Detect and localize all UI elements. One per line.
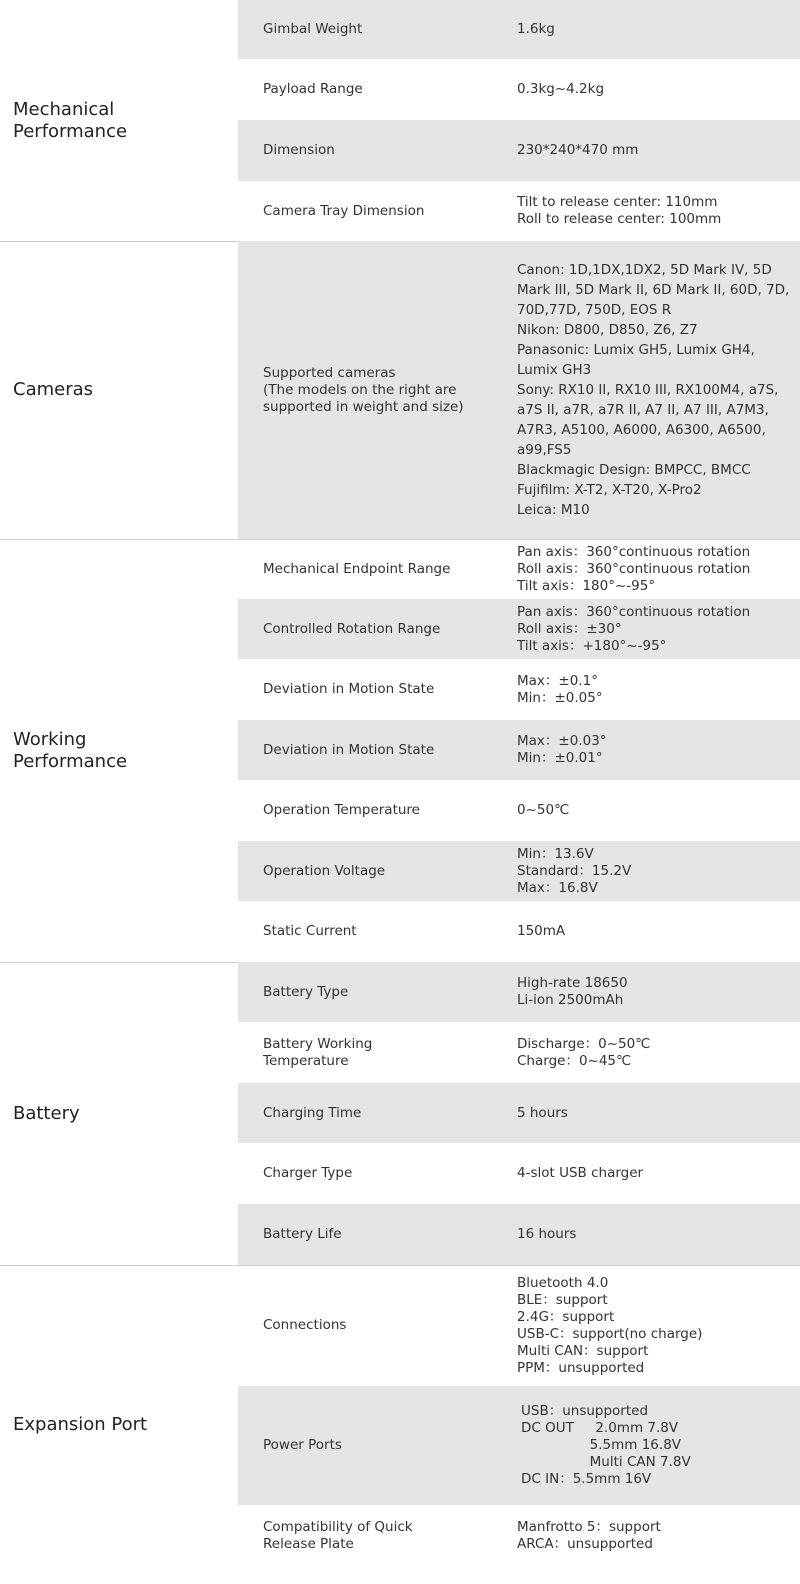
- spec-label: Battery Type: [263, 983, 349, 1000]
- section-expansion-port: [0, 1265, 800, 1584]
- spec-row-deviation-motion-1: [238, 659, 800, 720]
- spec-value: Max：±0.03° Min：±0.01°: [517, 733, 607, 766]
- spec-label: Connections: [263, 1317, 347, 1333]
- spec-row-battery-type: [238, 962, 800, 1022]
- spec-label: Operation Voltage: [263, 862, 386, 879]
- spec-label: Charging Time: [263, 1104, 362, 1121]
- spec-value: USB：unsupported DC OUT 2.0mm 7.8V 5.5mm 16.8V Multi CAN 7.8V DC IN：5.5mm 16V: [521, 1403, 691, 1487]
- spec-value: 150mA: [517, 923, 566, 939]
- spec-row-battery-life: [238, 1204, 800, 1265]
- section-working-performance: [0, 539, 800, 962]
- spec-value: Max：±0.1° Min：±0.05°: [517, 672, 603, 706]
- spec-value: Tilt to release center: 110mm Roll to release center: 100mm: [517, 194, 722, 227]
- spec-row-operation-voltage: [238, 841, 800, 901]
- spec-value: 0~50℃: [517, 802, 570, 818]
- spec-value: 230*240*470 mm: [517, 142, 639, 158]
- spec-row-supported-cameras: [238, 241, 800, 539]
- spec-value: Pan axis：360°continuous rotation Roll axis：±30° Tilt axis：+180°~-95°: [517, 603, 751, 654]
- spec-row-payload-range: [238, 59, 800, 120]
- spec-label: Operation Temperature: [263, 802, 420, 818]
- spec-value: Min：13.6V Standard：15.2V Max：16.8V: [517, 845, 632, 896]
- spec-value: 4-slot USB charger: [517, 1165, 644, 1181]
- spec-label: Dimension: [263, 142, 335, 158]
- spec-label: Deviation in Motion State: [263, 681, 435, 697]
- spec-value: High-rate 18650 Li-ion 2500mAh: [517, 975, 628, 1008]
- spec-row-deviation-motion-2: [238, 720, 800, 780]
- spec-row-charging-time: [238, 1083, 800, 1143]
- spec-label: Controlled Rotation Range: [263, 620, 441, 637]
- spec-label: Gimbal Weight: [263, 21, 363, 37]
- spec-value: 16 hours: [517, 1226, 577, 1242]
- section-cameras: [0, 241, 800, 539]
- section-title: Cameras: [13, 379, 94, 400]
- spec-value: Bluetooth 4.0 BLE：support 2.4G：support USB-C：support(no charge) Multi CAN：support PPM：unsupported: [517, 1274, 703, 1376]
- spec-row-operation-temperature: [238, 780, 800, 841]
- spec-value: 0.3kg~4.2kg: [517, 81, 605, 97]
- spec-row-mechanical-endpoint-range: [238, 539, 800, 599]
- spec-label: Charger Type: [263, 1165, 353, 1181]
- spec-value: Pan axis：360°continuous rotation Roll axis：360°continuous rotation Tilt axis：180°~-95°: [517, 543, 751, 594]
- spec-value: Canon: 1D,1DX,1DX2, 5D Mark IV, 5D Mark III, 5D Mark II, 6D Mark II, 60D, 7D, 70D,77D, 750D, EOS R Nikon: D800, D850, Z6, Z7 Panasonic: Lumix GH5, Lumix GH4, Lumix GH3 Sony: RX10 II, RX10 III, RX100M4, a7S, a7S II, a7R, a7R II, A7 II, A7 III, A7M3, A7R3, A5100, A6000, A6300, A6500, a99,FS5 Blackmagic Design: BMPCC, BMCC Fujifilm: X-T2, X-T20, X-Pro2 Leica: M10: [517, 262, 790, 518]
- spec-row-connections: [238, 1265, 800, 1386]
- section-title: Mechanical Performance: [13, 98, 128, 142]
- spec-row-static-current: [238, 901, 800, 962]
- spec-label: Payload Range: [263, 81, 363, 97]
- section-title: Battery: [13, 1102, 80, 1124]
- spec-label: Battery Working Temperature: [263, 1035, 373, 1069]
- section-title: Expansion Port: [13, 1413, 148, 1435]
- spec-value: 1.6kg: [517, 21, 555, 37]
- spec-value: Manfrotto 5：support ARCA：unsupported: [517, 1518, 661, 1552]
- spec-row-battery-working-temperature: [238, 1022, 800, 1083]
- spec-value: Discharge：0~50℃ Charge：0~45℃: [517, 1035, 651, 1069]
- section-battery: [0, 962, 800, 1265]
- spec-label: Deviation in Motion State: [263, 741, 435, 758]
- spec-row-camera-tray-dimension: [238, 181, 800, 241]
- spec-row-charger-type: [238, 1143, 800, 1204]
- spec-label: Supported cameras (The models on the right are supported in weight and size): [263, 364, 464, 415]
- spec-label: Power Ports: [263, 1437, 342, 1453]
- section-title: Working Performance: [13, 728, 128, 772]
- spec-label: Camera Tray Dimension: [263, 202, 425, 219]
- spec-row-gimbal-weight: [238, 0, 800, 59]
- spec-row-quick-release-compatibility: [238, 1505, 800, 1566]
- spec-label: Compatibility of Quick Release Plate: [263, 1518, 413, 1552]
- spec-row-power-ports: [238, 1386, 800, 1505]
- section-mechanical-performance: [0, 0, 800, 241]
- spec-label: Static Current: [263, 923, 357, 939]
- spec-row-dimension: [238, 120, 800, 181]
- spec-label: Mechanical Endpoint Range: [263, 560, 451, 577]
- spec-row-controlled-rotation-range: [238, 599, 800, 659]
- spec-value: 5 hours: [517, 1104, 568, 1121]
- spec-label: Battery Life: [263, 1226, 342, 1242]
